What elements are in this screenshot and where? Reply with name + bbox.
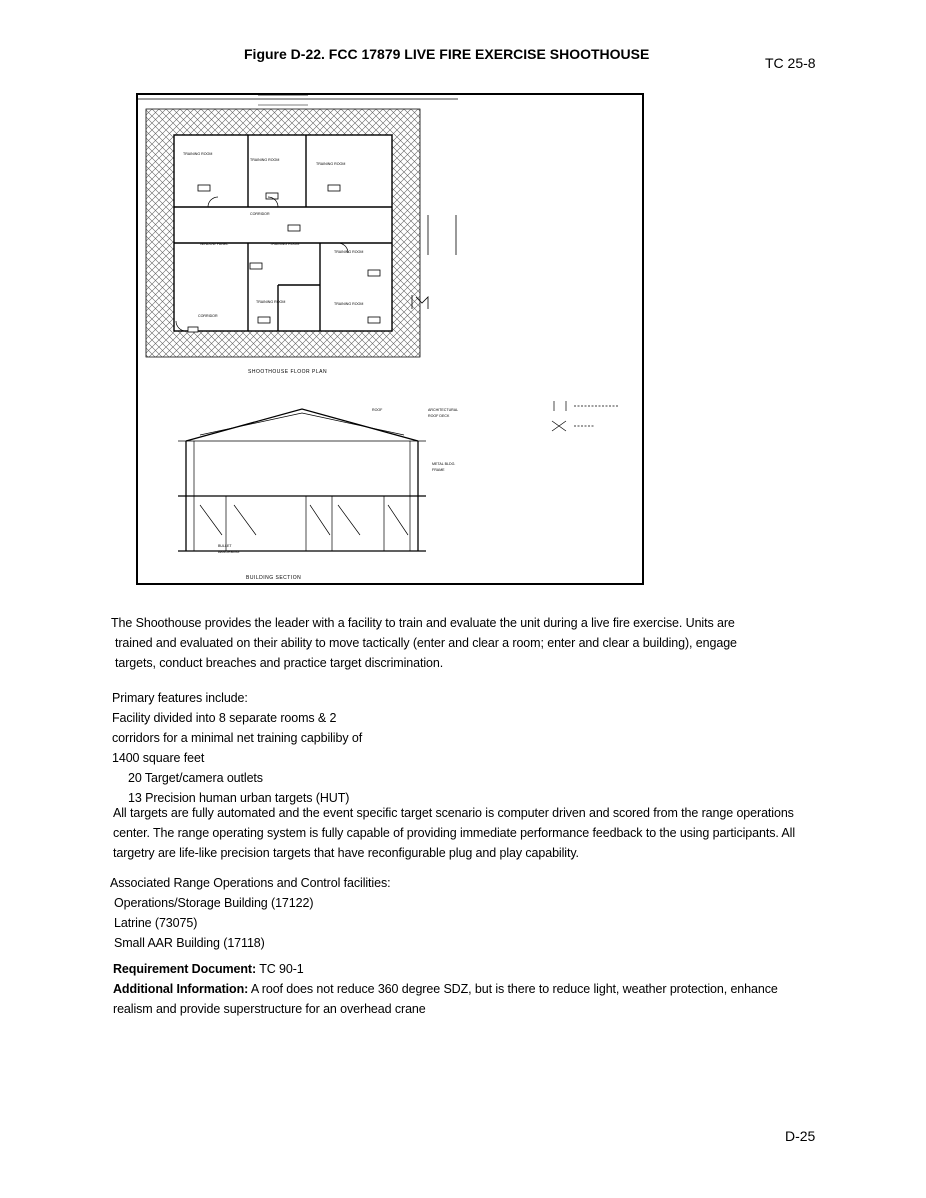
list-item: Small AAR Building (17118) <box>114 936 265 950</box>
svg-text:CORRIDOR: CORRIDOR <box>250 212 270 216</box>
list-item: 13 Precision human urban targets (HUT) <box>128 791 350 805</box>
requirement-value: TC 90-1 <box>256 962 304 976</box>
automation-paragraph <box>113 803 795 863</box>
svg-text:TRAINING ROOM: TRAINING ROOM <box>334 302 364 306</box>
page-number: D-25 <box>785 1128 816 1144</box>
additional-line-2: realism and provide superstructure for an overhead crane <box>113 1002 426 1016</box>
text-line: center. The range operating system is fully capable of providing immediate performance feedback to the using participants. All <box>113 826 795 840</box>
svg-text:TRAINING ROOM: TRAINING ROOM <box>250 158 280 162</box>
additional-line <box>113 979 778 999</box>
text-line: All targets are fully automated and the event specific target scenario is computer driven and scored from the range operations <box>113 806 794 820</box>
svg-text:ROOF DECK: ROOF DECK <box>428 414 450 418</box>
list-item: 20 Target/camera outlets <box>128 771 263 785</box>
features-list <box>112 688 362 808</box>
floor-plan <box>138 95 458 375</box>
floor-plan-caption: SHOOTHOUSE FLOOR PLAN <box>248 369 328 375</box>
svg-text:TRAINING ROOM: TRAINING ROOM <box>256 300 286 304</box>
associated-facilities <box>110 873 390 953</box>
svg-text:FRAME: FRAME <box>432 468 445 472</box>
svg-text:BULLET: BULLET <box>218 544 232 548</box>
associated-heading: Associated Range Operations and Control facilities: <box>110 876 391 890</box>
svg-text:ARCHITECTURAL: ARCHITECTURAL <box>428 408 459 412</box>
text-line: 1400 square feet <box>112 751 205 765</box>
svg-text:TRAINING ROOM: TRAINING ROOM <box>334 250 364 254</box>
additional-value: A roof does not reduce 360 degree SDZ, but is there to reduce light, weather protection, enhance <box>248 982 778 996</box>
svg-text:CORRIDOR: CORRIDOR <box>198 314 218 318</box>
text-line: targetry are life-like precision targets that have reconfigurable plug and play capability. <box>113 846 579 860</box>
text-line: targets, conduct breaches and practice target discrimination. <box>115 656 444 670</box>
figure-title: Figure D-22. FCC 17879 LIVE FIRE EXERCISE SHOOTHOUSE <box>244 46 650 62</box>
list-item: Operations/Storage Building (17122) <box>114 896 314 910</box>
list-item: Latrine (73075) <box>114 916 198 930</box>
svg-text:WINDOW PANEL: WINDOW PANEL <box>200 242 229 246</box>
text-line: trained and evaluated on their ability to move tactically (enter and clear a room; enter and clear a building), engage <box>115 636 737 650</box>
requirements-block <box>113 959 778 1019</box>
text-line: Facility divided into 8 separate rooms & 2 <box>112 711 337 725</box>
section-caption: BUILDING SECTION <box>246 575 302 581</box>
svg-text:TRAINING ROOM: TRAINING ROOM <box>316 162 346 166</box>
building-section <box>178 401 618 581</box>
svg-text:TRAINING ROOM: TRAINING ROOM <box>183 152 213 156</box>
svg-text:ROOF: ROOF <box>372 408 383 412</box>
architectural-drawing <box>136 93 644 585</box>
text-line: The Shoothouse provides the leader with a facility to train and evaluate the unit during a live fire exercise. Units are <box>111 616 735 630</box>
requirement-line <box>113 959 778 979</box>
svg-text:METAL BLDG.: METAL BLDG. <box>432 462 456 466</box>
requirement-label: Requirement Document: <box>113 962 257 976</box>
features-heading: Primary features include: <box>112 691 248 705</box>
text-line: corridors for a minimal net training capbiliby of <box>112 731 363 745</box>
svg-text:TRAINING ROOM: TRAINING ROOM <box>270 242 300 246</box>
document-id: TC 25-8 <box>765 55 816 71</box>
svg-text:ABSORBING: ABSORBING <box>218 550 240 554</box>
intro-paragraph <box>111 613 737 673</box>
additional-label: Additional Information: <box>113 982 249 996</box>
